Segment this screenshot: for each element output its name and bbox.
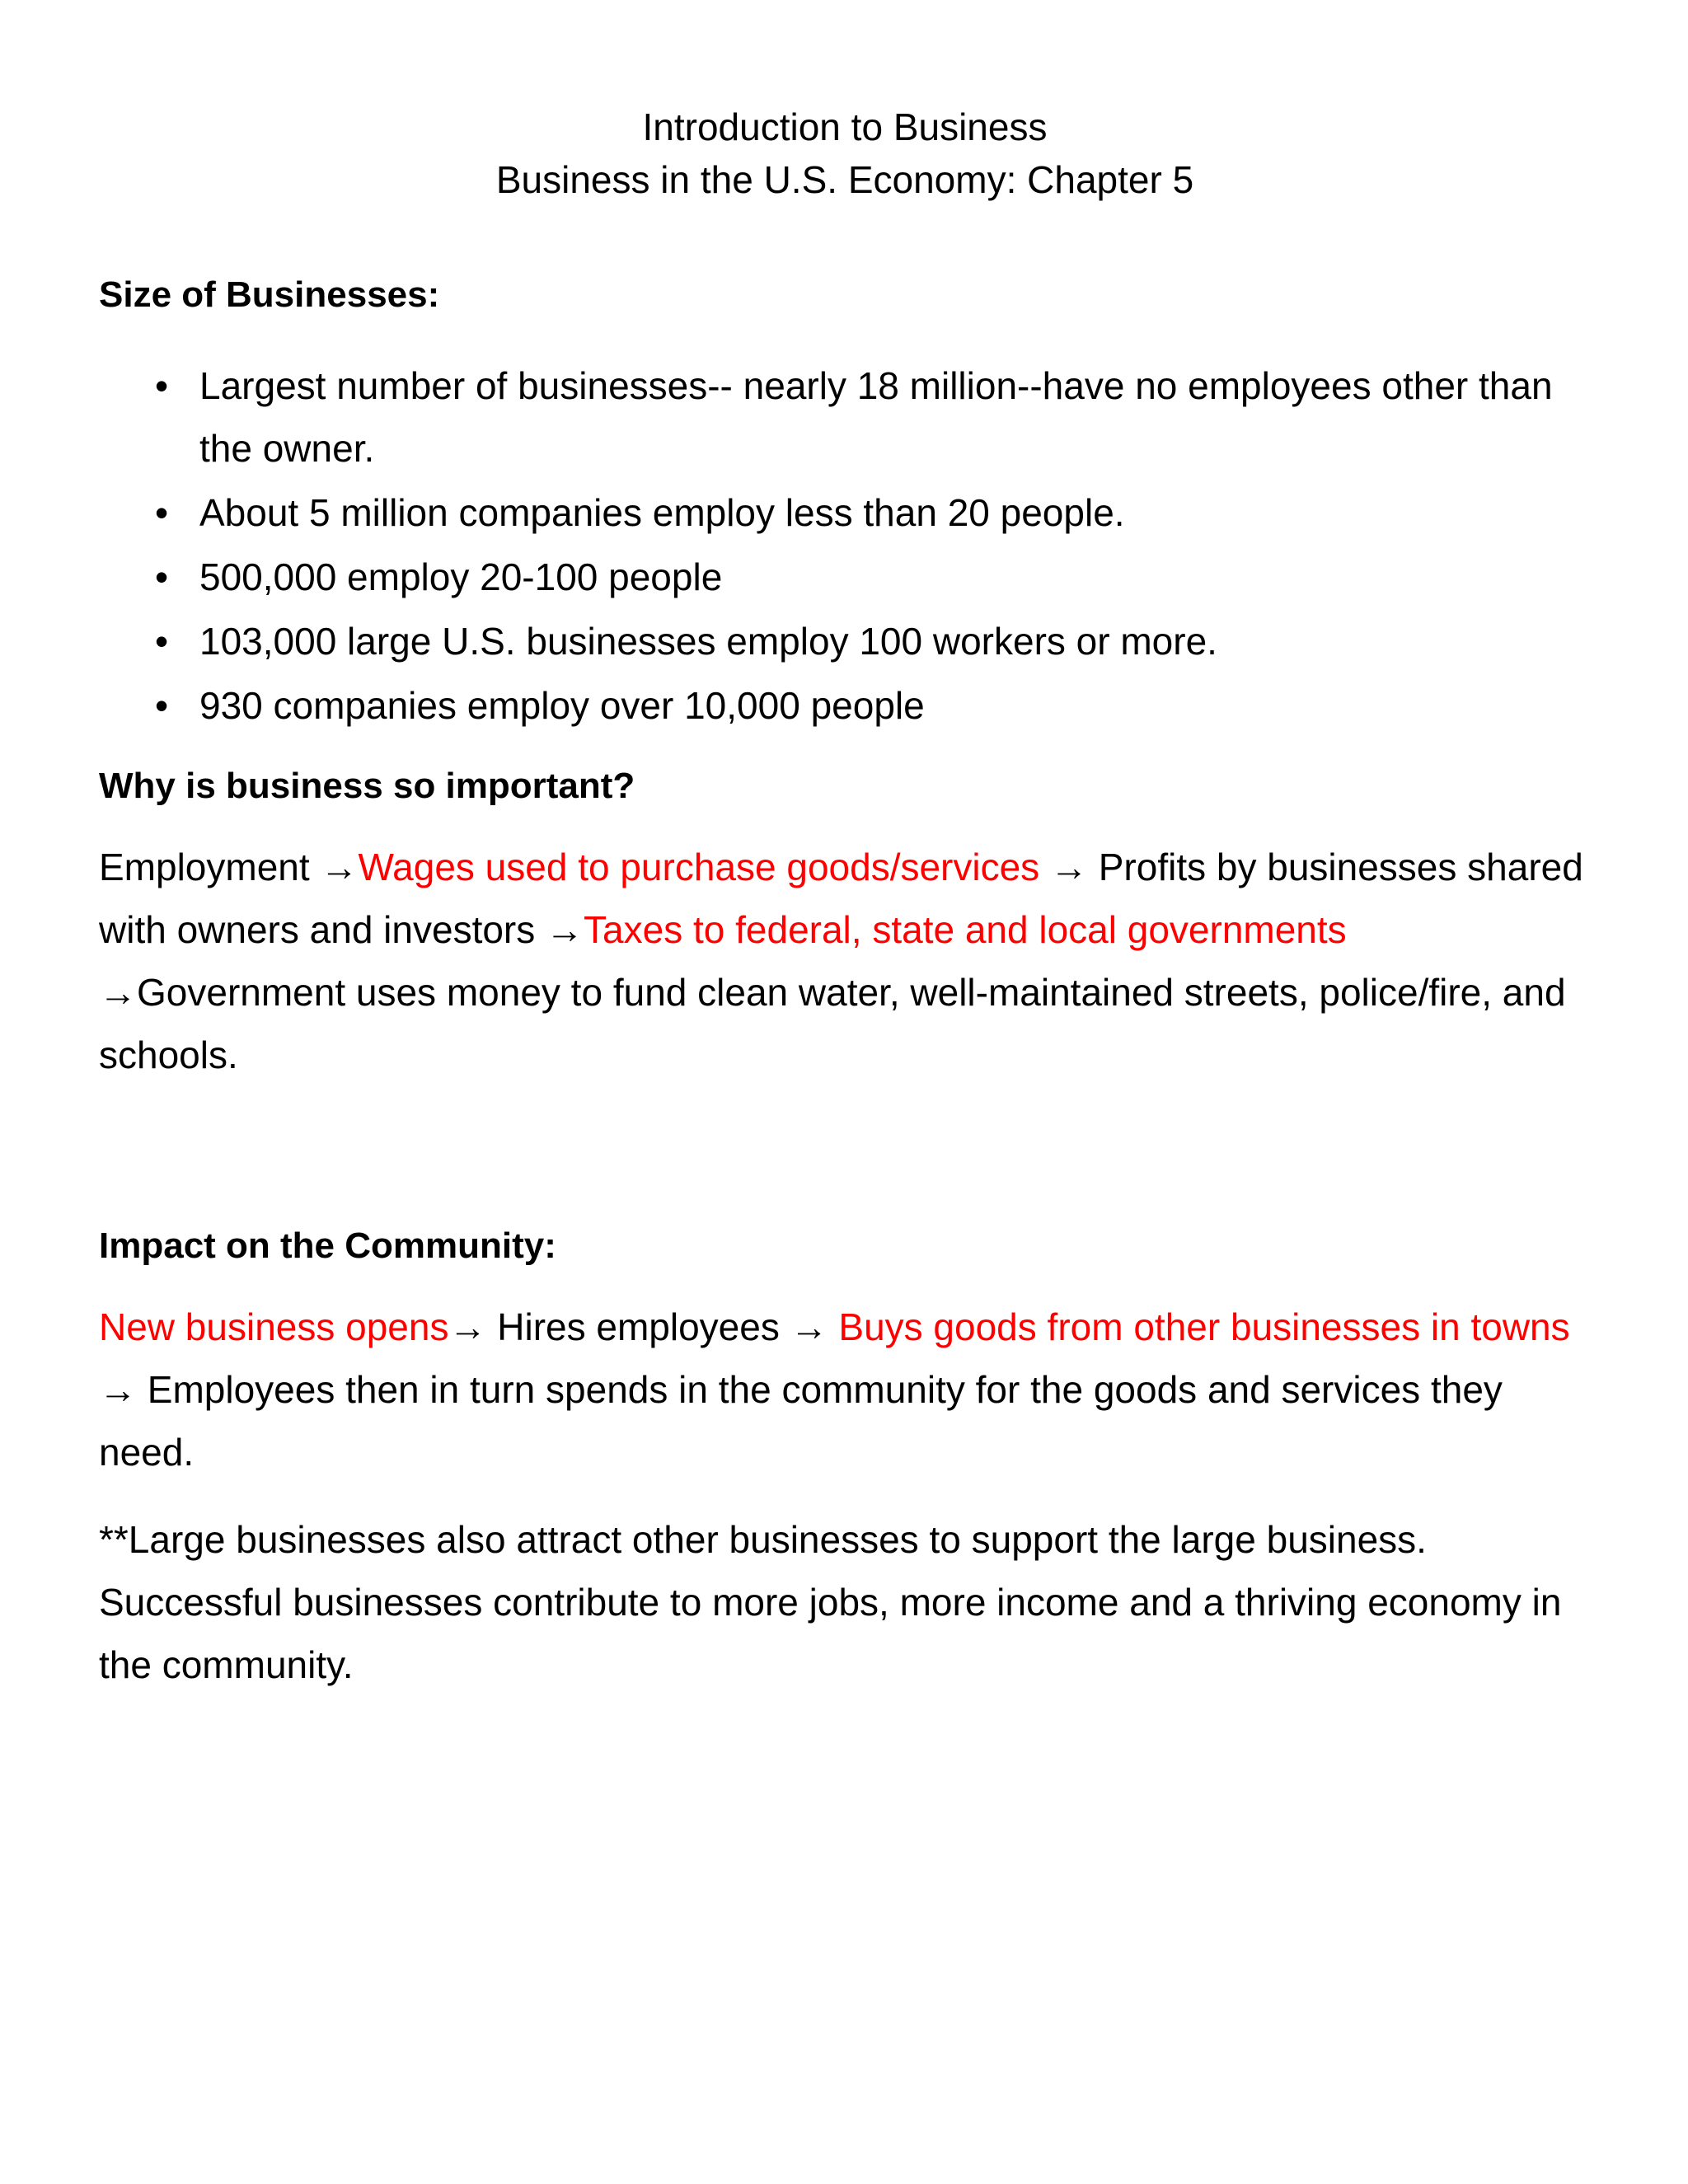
heading-impact-on-community: Impact on the Community: bbox=[99, 1226, 556, 1266]
list-item bbox=[99, 481, 1591, 544]
why-text-wages: Wages used to purchase goods/services bbox=[358, 846, 1040, 888]
heading-why-business-important: Why is business so important? bbox=[99, 766, 635, 806]
list-item bbox=[99, 546, 1591, 608]
bullet-icon: • bbox=[155, 364, 169, 407]
title-chapter: Business in the U.S. Economy: Chapter 5 bbox=[495, 158, 1194, 201]
bullet-text: 103,000 large U.S. businesses employ 100 workers or more. bbox=[199, 620, 1217, 663]
why-text-employment: Employment bbox=[99, 846, 321, 888]
impact-text-new-business: New business opens bbox=[99, 1305, 449, 1348]
arrow-right-icon: → bbox=[320, 846, 359, 888]
heading-size-of-businesses: Size of Businesses: bbox=[99, 274, 440, 315]
arrow-right-icon: → bbox=[99, 1368, 137, 1411]
arrow-right-icon: → bbox=[546, 908, 584, 951]
bullet-text: About 5 million companies employ less than 20 people. bbox=[199, 491, 1125, 534]
bullet-icon: • bbox=[155, 491, 169, 534]
document-page bbox=[99, 0, 1591, 1696]
why-text-taxes: Taxes to federal, state and local governments bbox=[584, 908, 1347, 951]
paragraph-large-business-note: **Large businesses also attract other businesses to support the large business. Successful businesses contribute to more jobs, more income and a thriving economy in the community. bbox=[99, 1518, 1562, 1686]
list-item bbox=[99, 354, 1591, 480]
size-bullet-list bbox=[99, 354, 1591, 737]
arrow-right-icon: → bbox=[448, 1305, 487, 1348]
impact-text-space bbox=[828, 1305, 839, 1348]
bullet-icon: • bbox=[155, 620, 169, 663]
bullet-text: 930 companies employ over 10,000 people bbox=[199, 684, 925, 727]
title-course: Introduction to Business bbox=[642, 105, 1048, 148]
bullet-icon: • bbox=[155, 684, 169, 727]
list-item bbox=[99, 674, 1591, 737]
impact-text-employees: Employees then in turn spends in the community for the goods and services they need. bbox=[99, 1368, 1503, 1474]
document-title bbox=[99, 101, 1591, 206]
arrow-right-icon: → bbox=[99, 971, 137, 1014]
arrow-right-icon: → bbox=[790, 1305, 828, 1348]
paragraph-impact bbox=[99, 1296, 1591, 1483]
why-text-profits: Profits by businesses shared with owners and investors bbox=[99, 846, 1583, 951]
paragraph-why-business bbox=[99, 836, 1591, 1086]
impact-text-hires: Hires employees bbox=[486, 1305, 790, 1348]
bullet-text: Largest number of businesses-- nearly 18 million--have no employees other than the owner. bbox=[199, 364, 1553, 470]
arrow-right-icon: → bbox=[1049, 846, 1088, 888]
bullet-icon: • bbox=[155, 555, 169, 598]
impact-text-buys-goods: Buys goods from other businesses in towns bbox=[838, 1305, 1570, 1348]
why-text-space bbox=[1039, 846, 1050, 888]
list-item bbox=[99, 610, 1591, 673]
why-text-government: Government uses money to fund clean water, well-maintained streets, police/fire, and schools. bbox=[99, 971, 1566, 1076]
bullet-text: 500,000 employ 20-100 people bbox=[199, 555, 723, 598]
